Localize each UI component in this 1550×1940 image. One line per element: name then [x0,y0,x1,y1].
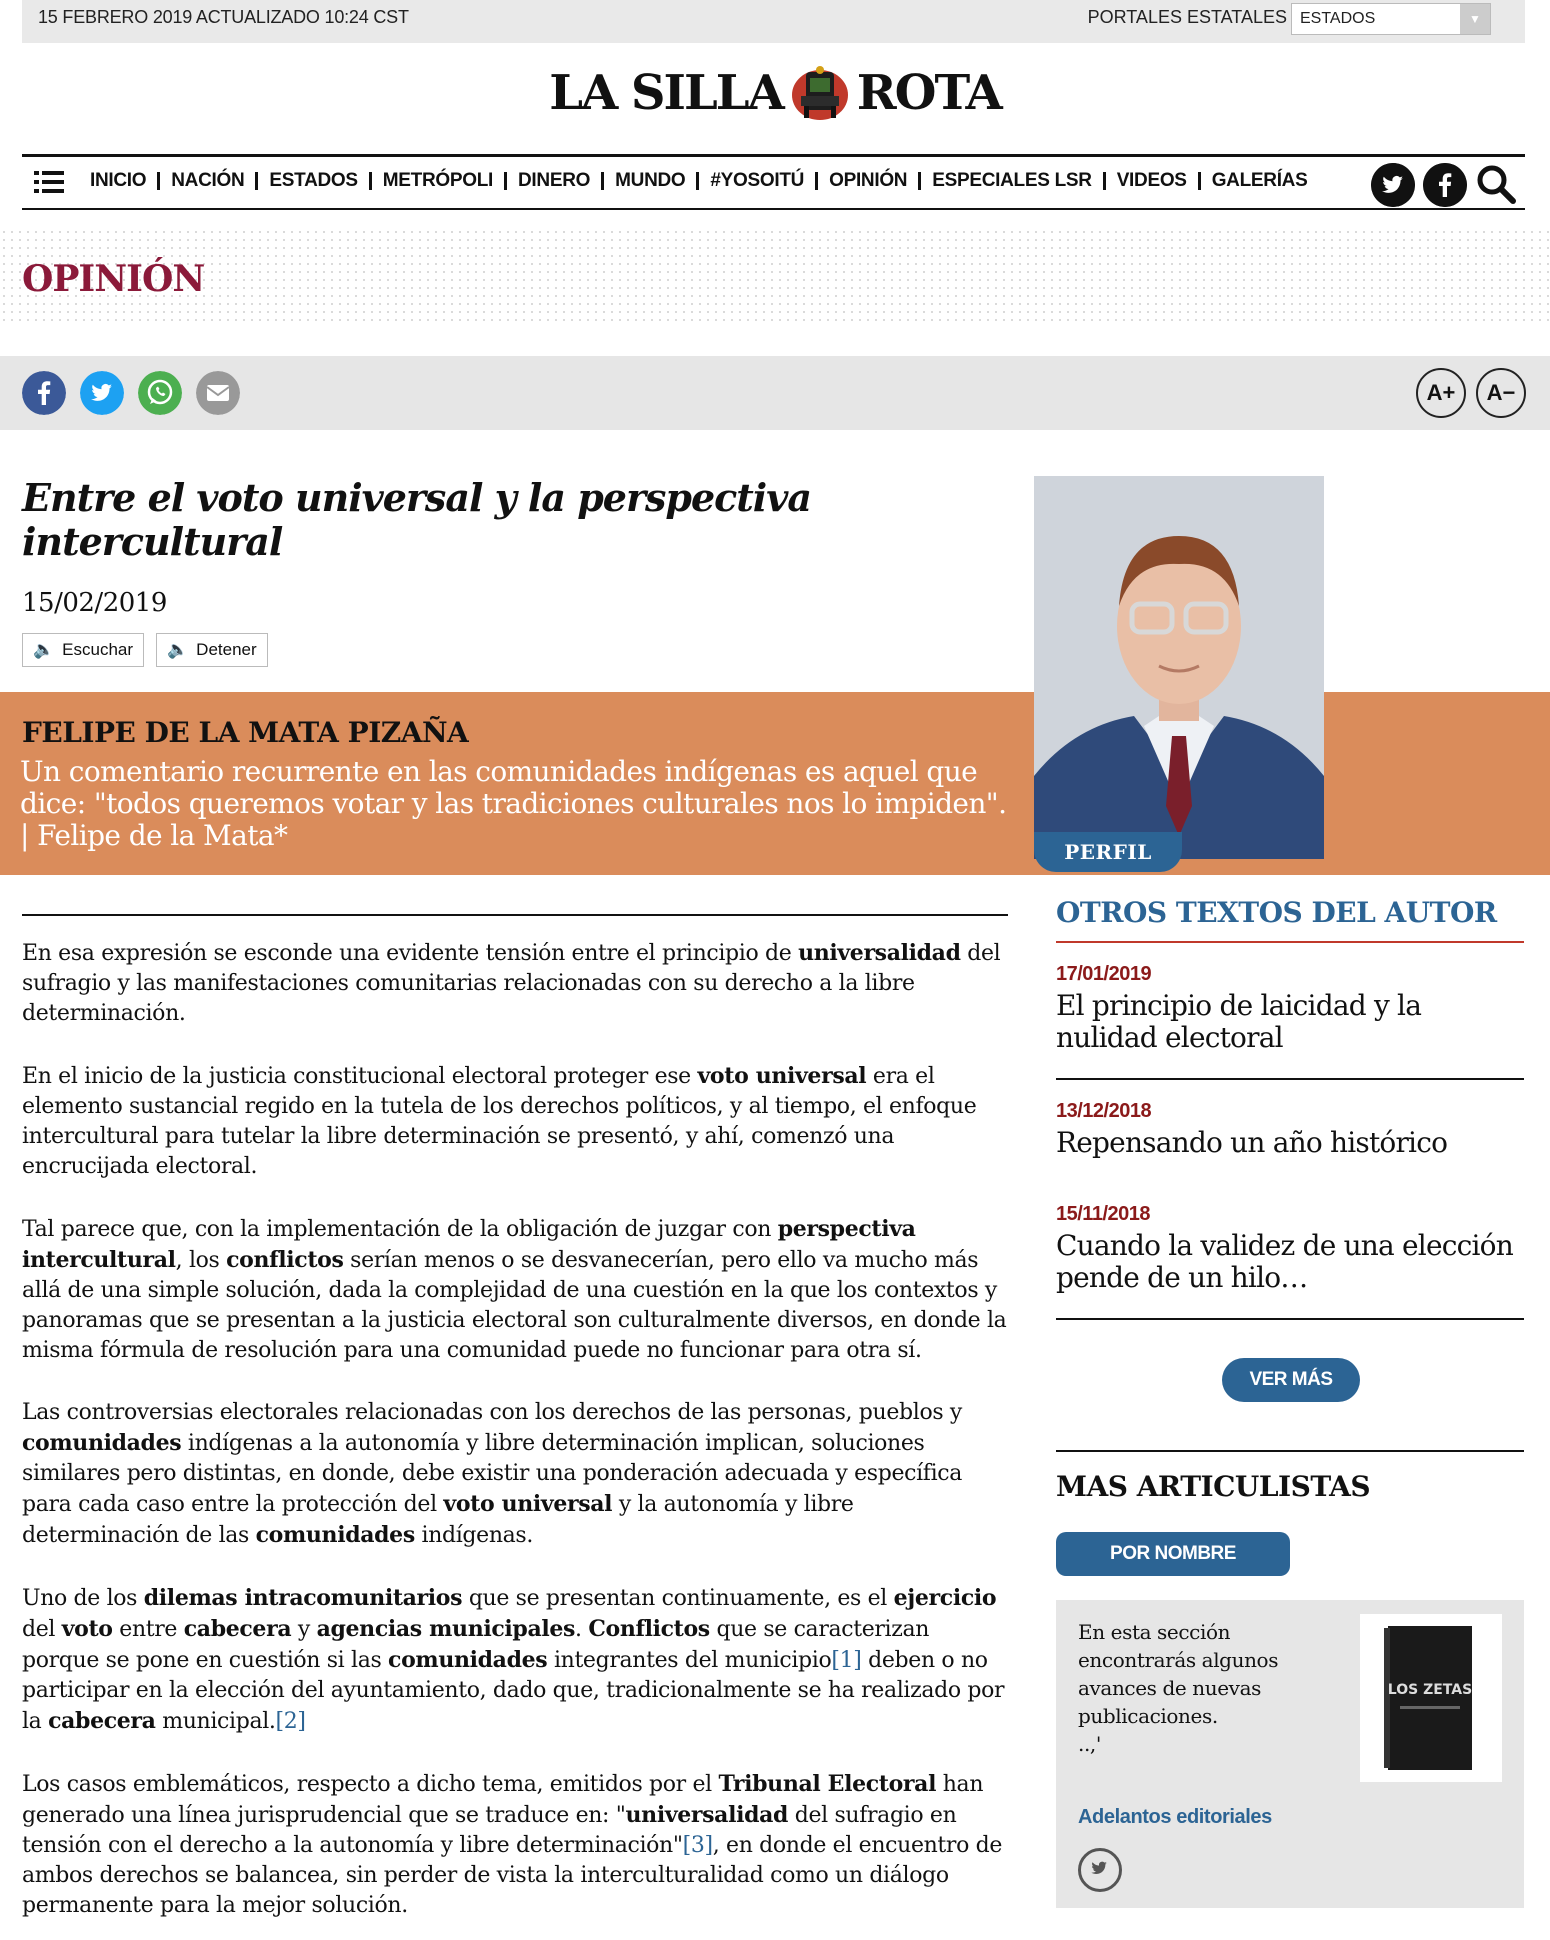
section-banner [0,228,1550,324]
footnote-link-2[interactable]: [2] [275,1709,306,1734]
estados-select[interactable] [1291,3,1491,35]
nav-item-yosoitu[interactable]: #YOSOITÚ [696,172,815,190]
sidebar-otros-textos [1056,896,1524,1320]
nav-item-mundo[interactable]: MUNDO [601,172,696,190]
author-photo [1034,476,1324,859]
nav-item-galerias[interactable]: GALERÍAS [1198,172,1319,190]
logo[interactable] [0,64,1550,122]
listen-button[interactable] [22,633,144,667]
hamburger-menu-icon[interactable] [34,171,64,193]
article-date: 15/02/2019 [22,588,167,618]
mas-articulistas-heading: MAS ARTICULISTAS [1056,1450,1524,1503]
item-title[interactable]: Cuando la validez de una elección pende de un hilo… [1056,1229,1513,1294]
nav-item-estados[interactable]: ESTADOS [255,172,368,190]
otros-textos-heading: OTROS TEXTOS DEL AUTOR [1056,896,1524,943]
section-title: OPINIÓN [22,258,205,300]
facebook-share-icon[interactable] [22,371,66,415]
nav-item-dinero[interactable]: DINERO [504,172,601,190]
paragraph: Tal parece que, con la implementación de la obligación de juzgar con perspectiva intercultural, los conflictos serían menos o se desvanecerían, pero ello va mucho más allá de una simple solución, dada la complejidad de una cuestión en la que los contextos y panoramas que se presentan a la justicia electoral son culturalmente diversos, en donde la misma fórmula de resolución para una comunidad puede no funcionar para otra sí. [22,1216,1007,1363]
paragraph: Las controversias electorales relacionadas con los derechos de las personas, pueblos y comunidades indígenas a la autonomía y libre determinación implican, soluciones similares pero distintas, en donde, debe existir una ponderación adecuada y específica para cada caso entre la protección del voto universal y la autonomía y libre determinación de las comunidades indígenas. [22,1400,963,1548]
twitter-share-icon[interactable] [80,371,124,415]
search-icon[interactable] [1475,163,1517,205]
nav-item-opinion[interactable]: OPINIÓN [815,172,918,190]
por-nombre-button[interactable]: POR NOMBRE [1056,1532,1290,1576]
author-name: FELIPE DE LA MATA PIZAÑA [22,716,469,749]
paragraph: En esa expresión se esconde una evidente tensión entre el principio de universalidad del sufragio y las manifestaciones comunitarias relacionadas con su derecho a la libre determinación. [22,940,1001,1026]
paragraph: Los casos emblemáticos, respecto a dicho tema, emitidos por el Tribunal Electoral han generado una línea jurisprudencial que se traduce en: "universalidad del sufragio en tensión con el derecho a la autonomía y libre determinación"[3], en donde el encuentro de ambos derechos se balancea, sin perder de vista la interculturalidad como un diálogo permanente para la mejor solución. [22,1771,1003,1918]
listen-label: Escuchar [62,640,134,659]
speaker-icon: 🔈 [167,640,189,659]
item-date: 15/11/2018 [1056,1203,1150,1225]
estados-value: ESTADOS [1300,10,1376,27]
footnote-link-1[interactable]: [1] [831,1648,862,1673]
list-item[interactable] [1056,1183,1524,1320]
chevron-down-icon: ▼ [1460,4,1490,34]
whatsapp-share-icon[interactable] [138,371,182,415]
list-item[interactable] [1056,943,1524,1080]
speaker-icon: 🔈 [33,640,55,659]
item-title[interactable]: El principio de laicidad y la nulidad electoral [1056,989,1422,1054]
top-bar [22,0,1525,43]
article-body [22,914,1008,1940]
article-title: Entre el voto universal y la perspectiva intercultural [22,475,811,564]
nav-list [90,172,1318,190]
logo-text-left: LA SILLA [549,65,783,121]
ver-mas-button[interactable]: VER MÁS [1222,1358,1360,1402]
book-cover[interactable] [1360,1614,1502,1782]
email-share-icon[interactable] [196,371,240,415]
nav-item-especiales[interactable]: ESPECIALES LSR [918,172,1102,190]
stop-button[interactable] [156,633,268,667]
main-nav [22,154,1525,210]
adelantos-editoriales-link[interactable]: Adelantos editoriales [1078,1806,1272,1828]
nav-item-videos[interactable]: VIDEOS [1103,172,1198,190]
paragraph: Uno de los dilemas intracomunitarios que se presentan continuamente, es el ejercicio del voto entre cabecera y agencias municipales. Conflictos que se caracterizan porque se pone en cuestión si las comunidades integrantes del municipio[1] deben o no participar en la elección del ayuntamiento, dado que, tradicionalmente se ha realizado por la cabecera municipal.[2] [22,1585,1005,1734]
share-bar [0,356,1550,430]
twitter-icon[interactable] [1078,1848,1122,1892]
item-date: 13/12/2018 [1056,1100,1152,1122]
facebook-icon[interactable] [1423,163,1467,207]
promo-ellipsis: ..,' [1078,1732,1101,1756]
perfil-button[interactable]: PERFIL [1034,832,1182,872]
logo-text-right: ROTA [856,65,1001,121]
item-date: 17/01/2019 [1056,963,1152,985]
book-image-icon [1360,1614,1502,1782]
font-decrease-button[interactable]: A− [1476,368,1526,418]
stop-label: Detener [196,640,257,659]
editorial-promo [1056,1600,1524,1908]
chair-icon [789,64,851,122]
nav-item-nacion[interactable]: NACIÓN [157,172,255,190]
author-portrait-icon [1034,476,1324,859]
nav-item-inicio[interactable]: INICIO [90,170,147,191]
paragraph: En el inicio de la justicia constitucional electoral proteger ese voto universal era el elemento sustancial regido en la tutela de los derechos políticos, y al tiempo, el enfoque intercultural para tutelar la libre determinación se presentó, y ahí, comenzó una encrucijada electoral. [22,1063,977,1179]
footnote-link-3[interactable]: [3] [682,1833,713,1858]
svg-text:LOS ZETAS: LOS ZETAS [1387,1682,1473,1698]
item-title[interactable]: Repensando un año histórico [1056,1126,1448,1159]
nav-item-metropoli[interactable]: METRÓPOLI [369,172,504,190]
twitter-icon[interactable] [1371,163,1415,207]
promo-text: En esta sección encontrarás algunos avances de nuevas publicaciones. ..,' [1078,1620,1279,1756]
current-date: 15 FEBRERO 2019 ACTUALIZADO 10:24 CST [38,7,409,27]
article-dek: Un comentario recurrente en las comunidades indígenas es aquel que dice: "todos queremos votar y las tradiciones culturales nos lo impiden". | Felipe de la Mata* [20,755,1007,852]
font-increase-button[interactable]: A+ [1416,368,1466,418]
portales-label: PORTALES ESTATALES [1087,7,1287,27]
list-item[interactable] [1056,1080,1524,1183]
